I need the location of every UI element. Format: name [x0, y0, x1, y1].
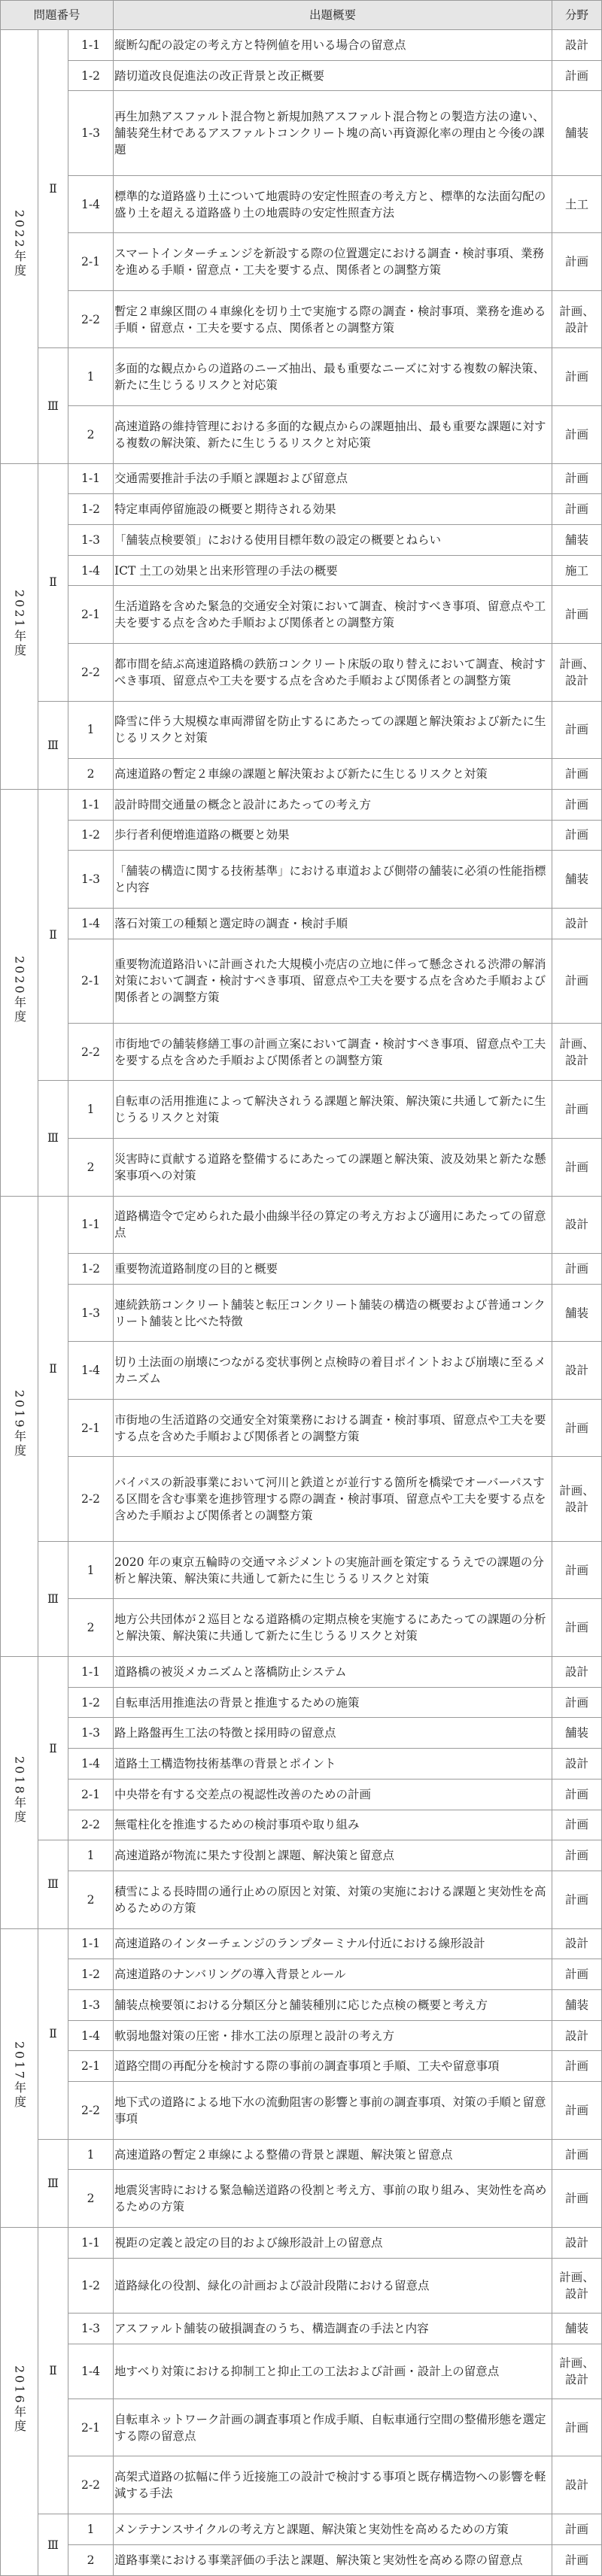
- question-summary: 高速道路のナンバリングの導入背景とルール: [114, 1959, 552, 1990]
- question-field: 設計: [552, 30, 602, 61]
- header-summary: 出題概要: [114, 1, 552, 30]
- question-number: 1-1: [68, 30, 114, 61]
- question-number: 2-1: [68, 586, 114, 644]
- question-field: 設計: [552, 908, 602, 939]
- question-field: 設計: [552, 2456, 602, 2514]
- section-label: Ⅱ: [38, 30, 68, 348]
- question-summary: 道路土工構造物技術基準の背景とポイント: [114, 1749, 552, 1780]
- table-row: [1, 1457, 602, 1541]
- year-cell: [1, 789, 38, 1196]
- question-field: 設計: [552, 1342, 602, 1400]
- table-row: [1, 1081, 602, 1139]
- question-field: 計画: [552, 463, 602, 494]
- question-number: 1: [68, 2514, 114, 2545]
- question-number: 2-2: [68, 2082, 114, 2140]
- table-row: [1, 820, 602, 851]
- question-summary: 無電柱化を推進するための検討事項や取り組み: [114, 1810, 552, 1840]
- question-summary: 市街地の生活道路の交通安全対策業務における調査・検討事項、留意点や工夫を要する点を含めた手順および関係者との調整方策: [114, 1399, 552, 1457]
- question-summary: 地下式の道路による地下水の流動阻害の影響と事前の調査事項、対策の手順と留意事項: [114, 2082, 552, 2140]
- question-number: 1-2: [68, 60, 114, 91]
- question-summary: 道路緑化の役割、緑化の計画および設計段階における留意点: [114, 2258, 552, 2313]
- question-summary: 切り土法面の崩壊につながる変状事例と点検時の着目ポイントおよび崩壊に至るメカニズム: [114, 1342, 552, 1400]
- question-field: 計画、設計: [552, 1457, 602, 1541]
- question-field: 計画: [552, 2544, 602, 2575]
- question-field: 舗装: [552, 1989, 602, 2020]
- question-summary: 道路空間の再配分を検討する際の事前の調査事項と手順、工夫や留意事項: [114, 2051, 552, 2082]
- question-summary: 災害時に貢献する道路を整備するにあたっての課題と解決策、波及効果と新たな懸案事項への対策: [114, 1138, 552, 1196]
- question-number: 1-2: [68, 820, 114, 851]
- question-summary: 再生加熱アスファルト混合物と新規加熱アスファルト混合物との製造方法の違い、舗装発生材であるアスファルトコンクリート塊の高い再資源化率の理由と今後の課題: [114, 91, 552, 175]
- question-summary: スマートインターチェンジを新設する際の位置選定における調査・検討事項、業務を進める手順・留意点・工夫を要する点、関係者との調整方策: [114, 233, 552, 291]
- question-field: 計画: [552, 1254, 602, 1285]
- section-label: Ⅱ: [38, 789, 68, 1081]
- question-summary: 特定車両停留施設の概要と期待される効果: [114, 494, 552, 525]
- question-summary: 設計時間交通量の概念と設計にあたっての考え方: [114, 789, 552, 820]
- table-row: [1, 2544, 602, 2575]
- table-row: [1, 1656, 602, 1687]
- question-field: 計画: [552, 1810, 602, 1840]
- question-number: 1-1: [68, 2227, 114, 2258]
- table-row: [1, 1989, 602, 2020]
- section-label: Ⅲ: [38, 2139, 68, 2227]
- question-number: 1-1: [68, 1656, 114, 1687]
- question-field: 計画、設計: [552, 290, 602, 348]
- question-number: 1-2: [68, 494, 114, 525]
- question-number: 2-2: [68, 1810, 114, 1840]
- question-summary: 2020 年の東京五輪時の交通マネジメントの実施計画を策定するうえでの課題の分析と解決策、解決策に共通して新たに生じうるリスクと対策: [114, 1541, 552, 1599]
- section-label: Ⅲ: [38, 348, 68, 463]
- question-field: 計画、設計: [552, 1023, 602, 1081]
- table-row: [1, 759, 602, 790]
- question-number: 1-2: [68, 2258, 114, 2313]
- question-number: 1-4: [68, 175, 114, 233]
- table-row: [1, 2514, 602, 2545]
- question-number: 1: [68, 1081, 114, 1139]
- question-number: 2-1: [68, 2051, 114, 2082]
- question-summary: 高速道路の暫定２車線の課題と解決策および新たに生じるリスクと対策: [114, 759, 552, 790]
- question-number: 1-4: [68, 908, 114, 939]
- table-row: [1, 406, 602, 464]
- table-row: [1, 1284, 602, 1342]
- question-field: 計画: [552, 1541, 602, 1599]
- question-field: 計画: [552, 2051, 602, 2082]
- question-number: 1-3: [68, 1989, 114, 2020]
- question-field: 計画: [552, 1081, 602, 1139]
- question-field: 設計: [552, 2227, 602, 2258]
- table-row: [1, 2227, 602, 2258]
- year-label: 2018年度: [12, 1755, 27, 1825]
- table-row: [1, 1779, 602, 1810]
- question-field: 計画: [552, 1779, 602, 1810]
- question-number: 1-3: [68, 1284, 114, 1342]
- section-label: Ⅲ: [38, 1541, 68, 1656]
- question-field: 計画: [552, 348, 602, 406]
- question-number: 2: [68, 406, 114, 464]
- question-number: 1-3: [68, 1718, 114, 1749]
- question-number: 2-2: [68, 1457, 114, 1541]
- question-summary: ICT 土工の効果と出来形管理の手法の概要: [114, 555, 552, 586]
- table-row: [1, 2313, 602, 2344]
- table-row: [1, 555, 602, 586]
- question-summary: 重要物流道路制度の目的と概要: [114, 1254, 552, 1285]
- question-summary: 多面的な観点からの道路のニーズ抽出、最も重要なニーズに対する複数の解決策、新たに生じうるリスクと対応策: [114, 348, 552, 406]
- question-summary: 道路構造令で定められた最小曲線半径の算定の考え方および適用にあたっての留意点: [114, 1196, 552, 1254]
- table-row: [1, 2170, 602, 2228]
- question-summary: 道路事業における事業評価の手法と課題、解決策と実効性を高める際の留意点: [114, 2544, 552, 2575]
- year-label: 2016年度: [12, 2365, 27, 2434]
- question-number: 1-2: [68, 1687, 114, 1718]
- table-row: [1, 30, 602, 61]
- table-row: [1, 2344, 602, 2399]
- table-row: [1, 175, 602, 233]
- question-field: 施工: [552, 555, 602, 586]
- question-field: 舗装: [552, 1284, 602, 1342]
- table-row: [1, 1254, 602, 1285]
- table-row: [1, 701, 602, 759]
- question-summary: 重要物流道路沿いに計画された大規模小売店の立地に伴って懸念される渋滞の解消対策において調査・検討すべき事項、留意点や工夫を要する点を含めた手順および関係者との調整方策: [114, 939, 552, 1023]
- question-number: 1-3: [68, 851, 114, 909]
- section-label: Ⅲ: [38, 1840, 68, 1928]
- question-number: 2-1: [68, 233, 114, 291]
- question-number: 1: [68, 701, 114, 759]
- table-row: [1, 908, 602, 939]
- question-number: 1: [68, 348, 114, 406]
- question-summary: 軟弱地盤対策の圧密・排水工法の原理と設計の考え方: [114, 2020, 552, 2051]
- question-summary: 中央帯を有する交差点の視認性改善のための計画: [114, 1779, 552, 1810]
- section-label: Ⅱ: [38, 463, 68, 701]
- table-row: [1, 2139, 602, 2170]
- question-number: 1-1: [68, 463, 114, 494]
- table-row: [1, 1599, 602, 1657]
- question-summary: 地方公共団体が２巡目となる道路橋の定期点検を実施するにあたっての課題の分析と解決策、解決策に共通して新たに生じうるリスクと対策: [114, 1599, 552, 1657]
- question-summary: 視距の定義と設定の目的および線形設計上の留意点: [114, 2227, 552, 2258]
- question-number: 2: [68, 1138, 114, 1196]
- table-row: [1, 2258, 602, 2313]
- question-summary: 地震災害時における緊急輸送道路の役割と考え方、事前の取り組み、実効性を高めるための方策: [114, 2170, 552, 2228]
- question-field: 設計: [552, 1749, 602, 1780]
- question-field: 計画: [552, 2514, 602, 2545]
- question-number: 2: [68, 2544, 114, 2575]
- table-row: [1, 463, 602, 494]
- question-number: 1-1: [68, 1928, 114, 1959]
- question-number: 1-3: [68, 91, 114, 175]
- question-summary: 舗装点検要領における分類区分と舗装種別に応じた点検の概要と考え方: [114, 1989, 552, 2020]
- year-cell: [1, 30, 38, 464]
- question-number: 2-2: [68, 1023, 114, 1081]
- question-field: 計画: [552, 939, 602, 1023]
- table-row: [1, 2456, 602, 2514]
- table-row: [1, 348, 602, 406]
- question-number: 2-2: [68, 290, 114, 348]
- table-row: [1, 233, 602, 291]
- table-row: [1, 290, 602, 348]
- question-field: 舗装: [552, 851, 602, 909]
- question-summary: メンテナンスサイクルの考え方と課題、解決策と実効性を高めるための方策: [114, 2514, 552, 2545]
- question-summary: 降雪に伴う大規模な車両滞留を防止するにあたっての課題と解決策および新たに生じるリスクと対策: [114, 701, 552, 759]
- question-field: 計画: [552, 2399, 602, 2456]
- table-row: [1, 939, 602, 1023]
- table-row: [1, 1871, 602, 1928]
- header-row: [1, 1, 602, 30]
- question-number: 1: [68, 1541, 114, 1599]
- question-number: 1-4: [68, 1749, 114, 1780]
- question-number: 2: [68, 1871, 114, 1928]
- question-summary: 路上路盤再生工法の特徴と採用時の留意点: [114, 1718, 552, 1749]
- table-row: [1, 1138, 602, 1196]
- question-summary: 踏切道改良促進法の改正背景と改正概要: [114, 60, 552, 91]
- question-summary: 高速道路の維持管理における多面的な観点からの課題抽出、最も重要な課題に対する複数の解決策、新たに生じうるリスクと対応策: [114, 406, 552, 464]
- table-body: [1, 30, 602, 2576]
- header-field: 分野: [552, 1, 602, 30]
- question-field: 計画: [552, 789, 602, 820]
- question-number: 1-2: [68, 1959, 114, 1990]
- question-summary: 「舗装の構造に関する技術基準」における車道および側帯の舗装に必須の性能指標と内容: [114, 851, 552, 909]
- question-number: 1-4: [68, 555, 114, 586]
- question-summary: 自転車ネットワーク計画の調査事項と作成手順、自転車通行空間の整備形態を選定する際の留意点: [114, 2399, 552, 2456]
- table-row: [1, 494, 602, 525]
- question-number: 2: [68, 2170, 114, 2228]
- table-row: [1, 1810, 602, 1840]
- question-field: 設計: [552, 1196, 602, 1254]
- question-summary: 生活道路を含めた緊急的交通安全対策において調査、検討すべき事項、留意点や工夫を要する点を含めた手順および関係者との調整方策: [114, 586, 552, 644]
- question-field: 舗装: [552, 1718, 602, 1749]
- section-label: Ⅱ: [38, 2227, 68, 2514]
- question-summary: 高速道路が物流に果たす役割と課題、解決策と留意点: [114, 1840, 552, 1871]
- table-row: [1, 1541, 602, 1599]
- question-field: 計画、設計: [552, 2344, 602, 2399]
- year-label: 2017年度: [12, 2041, 27, 2110]
- question-number: 1-3: [68, 2313, 114, 2344]
- question-summary: 交通需要推計手法の手順と課題および留意点: [114, 463, 552, 494]
- question-summary: バイパスの新設事業において河川と鉄道とが並行する箇所を橋梁でオーバーパスする区間を含む事業を進捗管理する際の調査・検討事項、留意点や工夫を要する点を含めた手順および関係者との調整方策: [114, 1457, 552, 1541]
- year-cell: [1, 463, 38, 789]
- question-number: 1: [68, 1840, 114, 1871]
- question-number: 2: [68, 759, 114, 790]
- table-row: [1, 60, 602, 91]
- section-label: Ⅱ: [38, 1928, 68, 2139]
- question-summary: 高速道路の暫定２車線による整備の背景と課題、解決策と留意点: [114, 2139, 552, 2170]
- question-summary: 縦断勾配の設定の考え方と特例値を用いる場合の留意点: [114, 30, 552, 61]
- table-row: [1, 643, 602, 701]
- question-summary: 道路橋の被災メカニズムと落橋防止システム: [114, 1656, 552, 1687]
- question-field: 計画、設計: [552, 2258, 602, 2313]
- table-row: [1, 525, 602, 556]
- year-label: 2020年度: [12, 956, 27, 1025]
- question-field: 計画: [552, 1840, 602, 1871]
- question-field: 計画: [552, 586, 602, 644]
- question-number: 1-3: [68, 525, 114, 556]
- question-number: 2-1: [68, 1399, 114, 1457]
- question-summary: 標準的な道路盛り土について地震時の安定性照査の考え方と、標準的な法面勾配の盛り土を超える道路盛り土の地震時の安定性照査方法: [114, 175, 552, 233]
- question-field: 計画: [552, 1687, 602, 1718]
- question-summary: 積雪による長時間の通行止めの原因と対策、対策の実施における課題と実効性を高めるための方策: [114, 1871, 552, 1928]
- question-field: 計画: [552, 1871, 602, 1928]
- year-cell: [1, 2227, 38, 2575]
- question-number: 1-4: [68, 1342, 114, 1400]
- question-field: 計画: [552, 1599, 602, 1657]
- year-label: 2019年度: [12, 1389, 27, 1458]
- question-field: 設計: [552, 1928, 602, 1959]
- question-field: 計画: [552, 60, 602, 91]
- question-field: 計画: [552, 2170, 602, 2228]
- question-field: 計画、設計: [552, 643, 602, 701]
- question-summary: 歩行者利便増進道路の概要と効果: [114, 820, 552, 851]
- question-number: 2-2: [68, 2456, 114, 2514]
- year-cell: [1, 1196, 38, 1656]
- table-row: [1, 789, 602, 820]
- question-field: 計画: [552, 2139, 602, 2170]
- question-number: 2-2: [68, 643, 114, 701]
- header-number: 問題番号: [1, 1, 114, 30]
- question-number: 1-4: [68, 2020, 114, 2051]
- question-number: 2-1: [68, 2399, 114, 2456]
- question-summary: 落石対策工の種類と選定時の調査・検討手順: [114, 908, 552, 939]
- question-number: 1: [68, 2139, 114, 2170]
- question-summary: 地すべり対策における抑制工と抑止工の工法および計画・設計上の留意点: [114, 2344, 552, 2399]
- question-number: 2-1: [68, 939, 114, 1023]
- year-cell: [1, 1656, 38, 1928]
- question-field: 計画: [552, 1399, 602, 1457]
- year-label: 2022年度: [12, 210, 27, 279]
- question-summary: 自転車の活用推進によって解決されうる課題と解決策、解決策に共通して新たに生じうるリスクと対策: [114, 1081, 552, 1139]
- question-number: 2: [68, 1599, 114, 1657]
- table-row: [1, 2399, 602, 2456]
- table-row: [1, 1749, 602, 1780]
- table-row: [1, 2051, 602, 2082]
- question-field: 計画: [552, 759, 602, 790]
- question-field: 舗装: [552, 525, 602, 556]
- question-field: 土工: [552, 175, 602, 233]
- table-row: [1, 91, 602, 175]
- question-field: 計画: [552, 1959, 602, 1990]
- section-label: Ⅲ: [38, 2514, 68, 2576]
- question-field: 設計: [552, 1656, 602, 1687]
- question-number: 1-2: [68, 1254, 114, 1285]
- question-summary: 市街地での舗装修繕工事の計画立案において調査・検討すべき事項、留意点や工夫を要する点を含めた手順および関係者との調整方策: [114, 1023, 552, 1081]
- question-field: 計画: [552, 1138, 602, 1196]
- question-number: 1-1: [68, 1196, 114, 1254]
- table-row: [1, 1840, 602, 1871]
- question-field: 設計: [552, 2020, 602, 2051]
- table-row: [1, 851, 602, 909]
- question-field: 計画: [552, 820, 602, 851]
- table-row: [1, 586, 602, 644]
- question-summary: 自転車活用推進法の背景と推進するための施策: [114, 1687, 552, 1718]
- question-summary: 都市間を結ぶ高速道路橋の鉄筋コンクリート床版の取り替えにおいて調査、検討すべき事項、留意点や工夫を要する点を含めた手順および関係者との調整方策: [114, 643, 552, 701]
- table-row: [1, 2082, 602, 2140]
- section-label: Ⅱ: [38, 1196, 68, 1541]
- question-summary: 「舗装点検要領」における使用目標年数の設定の概要とねらい: [114, 525, 552, 556]
- table-row: [1, 1687, 602, 1718]
- question-number: 1-1: [68, 789, 114, 820]
- question-summary: 高速道路のインターチェンジのランプターミナル付近における線形設計: [114, 1928, 552, 1959]
- section-label: Ⅲ: [38, 1081, 68, 1196]
- question-summary: アスファルト舗装の破損調査のうち、構造調査の手法と内容: [114, 2313, 552, 2344]
- question-summary: 暫定２車線区間の４車線化を切り土で実施する際の調査・検討事項、業務を進める手順・留意点・工夫を要する点、関係者との調整方策: [114, 290, 552, 348]
- question-summary: 高架式道路の拡幅に伴う近接施工の設計で検討する事項と既存構造物への影響を軽減する手法: [114, 2456, 552, 2514]
- table-row: [1, 1718, 602, 1749]
- year-label: 2021年度: [12, 590, 27, 659]
- table-row: [1, 1959, 602, 1990]
- table-row: [1, 2020, 602, 2051]
- question-field: 舗装: [552, 91, 602, 175]
- table-row: [1, 1342, 602, 1400]
- question-field: 計画: [552, 233, 602, 291]
- question-field: 計画: [552, 494, 602, 525]
- table-row: [1, 1023, 602, 1081]
- section-label: Ⅱ: [38, 1656, 68, 1840]
- question-field: 計画: [552, 701, 602, 759]
- table-row: [1, 1196, 602, 1254]
- question-field: 計画: [552, 406, 602, 464]
- question-summary: 連続鉄筋コンクリート舗装と転圧コンクリート舗装の構造の概要および普通コンクリート舗装と比べた特徴: [114, 1284, 552, 1342]
- question-number: 1-4: [68, 2344, 114, 2399]
- table-row: [1, 1928, 602, 1959]
- question-number: 2-1: [68, 1779, 114, 1810]
- question-field: 計画: [552, 2082, 602, 2140]
- question-field: 舗装: [552, 2313, 602, 2344]
- section-label: Ⅲ: [38, 701, 68, 789]
- year-cell: [1, 1928, 38, 2227]
- table-row: [1, 1399, 602, 1457]
